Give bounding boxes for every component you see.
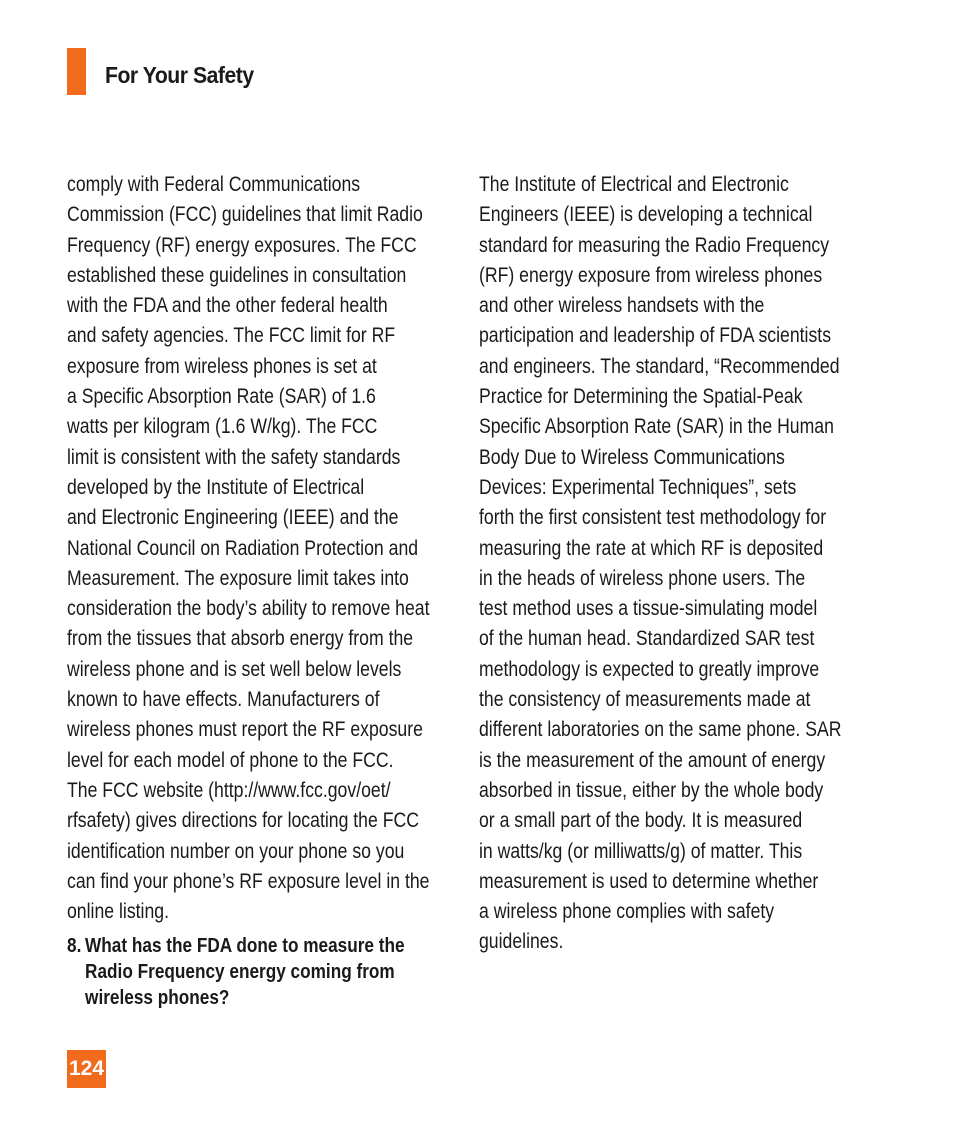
body-text-line: Frequency (RF) energy exposures. The FCC [67, 233, 417, 257]
body-text-line: participation and leadership of FDA scientists [479, 324, 832, 348]
body-text-line: Specific Absorption Rate (SAR) in the Human [479, 415, 834, 439]
body-text-line: limit is consistent with the safety standards [67, 445, 401, 469]
body-text-line: Practice for Determining the Spatial-Peak [479, 385, 803, 409]
body-text-line: and safety agencies. The FCC limit for RF [67, 324, 396, 348]
body-text-line: forth the first consistent test methodology for [479, 506, 827, 530]
body-text-line: consideration the body’s ability to remove heat [67, 597, 430, 621]
body-text-line: National Council on Radiation Protection and [67, 536, 419, 560]
body-text-line: Devices: Experimental Techniques”, sets [479, 475, 797, 499]
body-text-line: in the heads of wireless phone users. The [479, 566, 806, 590]
body-text-line: measuring the rate at which RF is deposited [479, 536, 824, 560]
page-title: For Your Safety [105, 62, 254, 88]
body-text-line: or a small part of the body. It is measured [479, 809, 803, 833]
body-text-line: the consistency of measurements made at [479, 688, 811, 712]
question-heading [67, 933, 405, 1011]
body-text-line: identification number on your phone so you [67, 839, 405, 863]
body-text-line: of the human head. Standardized SAR test [479, 627, 815, 651]
body-text-line: rfsafety) gives directions for locating the FCC [67, 809, 419, 833]
body-text-line: is the measurement of the amount of energy [479, 748, 826, 772]
body-text-line: known to have effects. Manufacturers of [67, 688, 380, 712]
body-text-line: absorbed in tissue, either by the whole body [479, 778, 824, 802]
body-text-line: (RF) energy exposure from wireless phones [479, 263, 823, 287]
question-line-3: wireless phones? [85, 987, 230, 1009]
left-column-body [67, 170, 445, 927]
page-number: 124 [67, 1050, 106, 1088]
body-text-line: standard for measuring the Radio Frequency [479, 233, 830, 257]
body-text-line: guidelines. [479, 930, 564, 954]
body-text-line: a wireless phone complies with safety [479, 900, 775, 924]
header-accent-bar [67, 48, 86, 95]
body-text-line: Engineers (IEEE) is developing a technical [479, 203, 813, 227]
body-text-line: developed by the Institute of Electrical [67, 475, 365, 499]
body-text-line: different laboratories on the same phone. SAR [479, 718, 842, 742]
body-text-line: The FCC website (http://www.fcc.gov/oet/ [67, 778, 391, 802]
body-text-line: can find your phone’s RF exposure level in the [67, 869, 430, 893]
body-text-line: methodology is expected to greatly improve [479, 657, 820, 681]
question-line-1: 8. What has the FDA done to measure the [67, 935, 405, 957]
body-text-line: The Institute of Electrical and Electronic [479, 173, 789, 196]
body-text-line: from the tissues that absorb energy from the [67, 627, 414, 651]
body-text-line: measurement is used to determine whether [479, 869, 819, 893]
body-text-line: Measurement. The exposure limit takes into [67, 566, 409, 590]
body-text-line: and engineers. The standard, “Recommended [479, 354, 840, 378]
body-text-line: wireless phones must report the RF exposure [67, 718, 423, 742]
body-text-line: watts per kilogram (1.6 W/kg). The FCC [67, 415, 378, 439]
right-column-body [479, 170, 857, 958]
body-text-line: and other wireless handsets with the [479, 294, 765, 318]
body-text-line: test method uses a tissue-simulating model [479, 597, 818, 621]
body-text-line: with the FDA and the other federal health [67, 294, 388, 318]
body-text-line: in watts/kg (or milliwatts/g) of matter. This [479, 839, 803, 863]
body-text-line: established these guidelines in consultation [67, 263, 407, 287]
body-text-line: exposure from wireless phones is set at [67, 354, 377, 378]
question-number: 8. [67, 935, 82, 957]
body-text-line: Body Due to Wireless Communications [479, 445, 785, 469]
body-text-line: and Electronic Engineering (IEEE) and the [67, 506, 399, 530]
body-text-line: online listing. [67, 900, 169, 924]
question-line-2: Radio Frequency energy coming from [85, 961, 395, 983]
body-text-line: level for each model of phone to the FCC. [67, 748, 394, 772]
body-text-line: a Specific Absorption Rate (SAR) of 1.6 [67, 385, 376, 409]
body-text-line: comply with Federal Communications [67, 173, 361, 196]
body-text-line: wireless phone and is set well below levels [67, 657, 402, 681]
body-text-line: Commission (FCC) guidelines that limit Radio [67, 203, 423, 227]
